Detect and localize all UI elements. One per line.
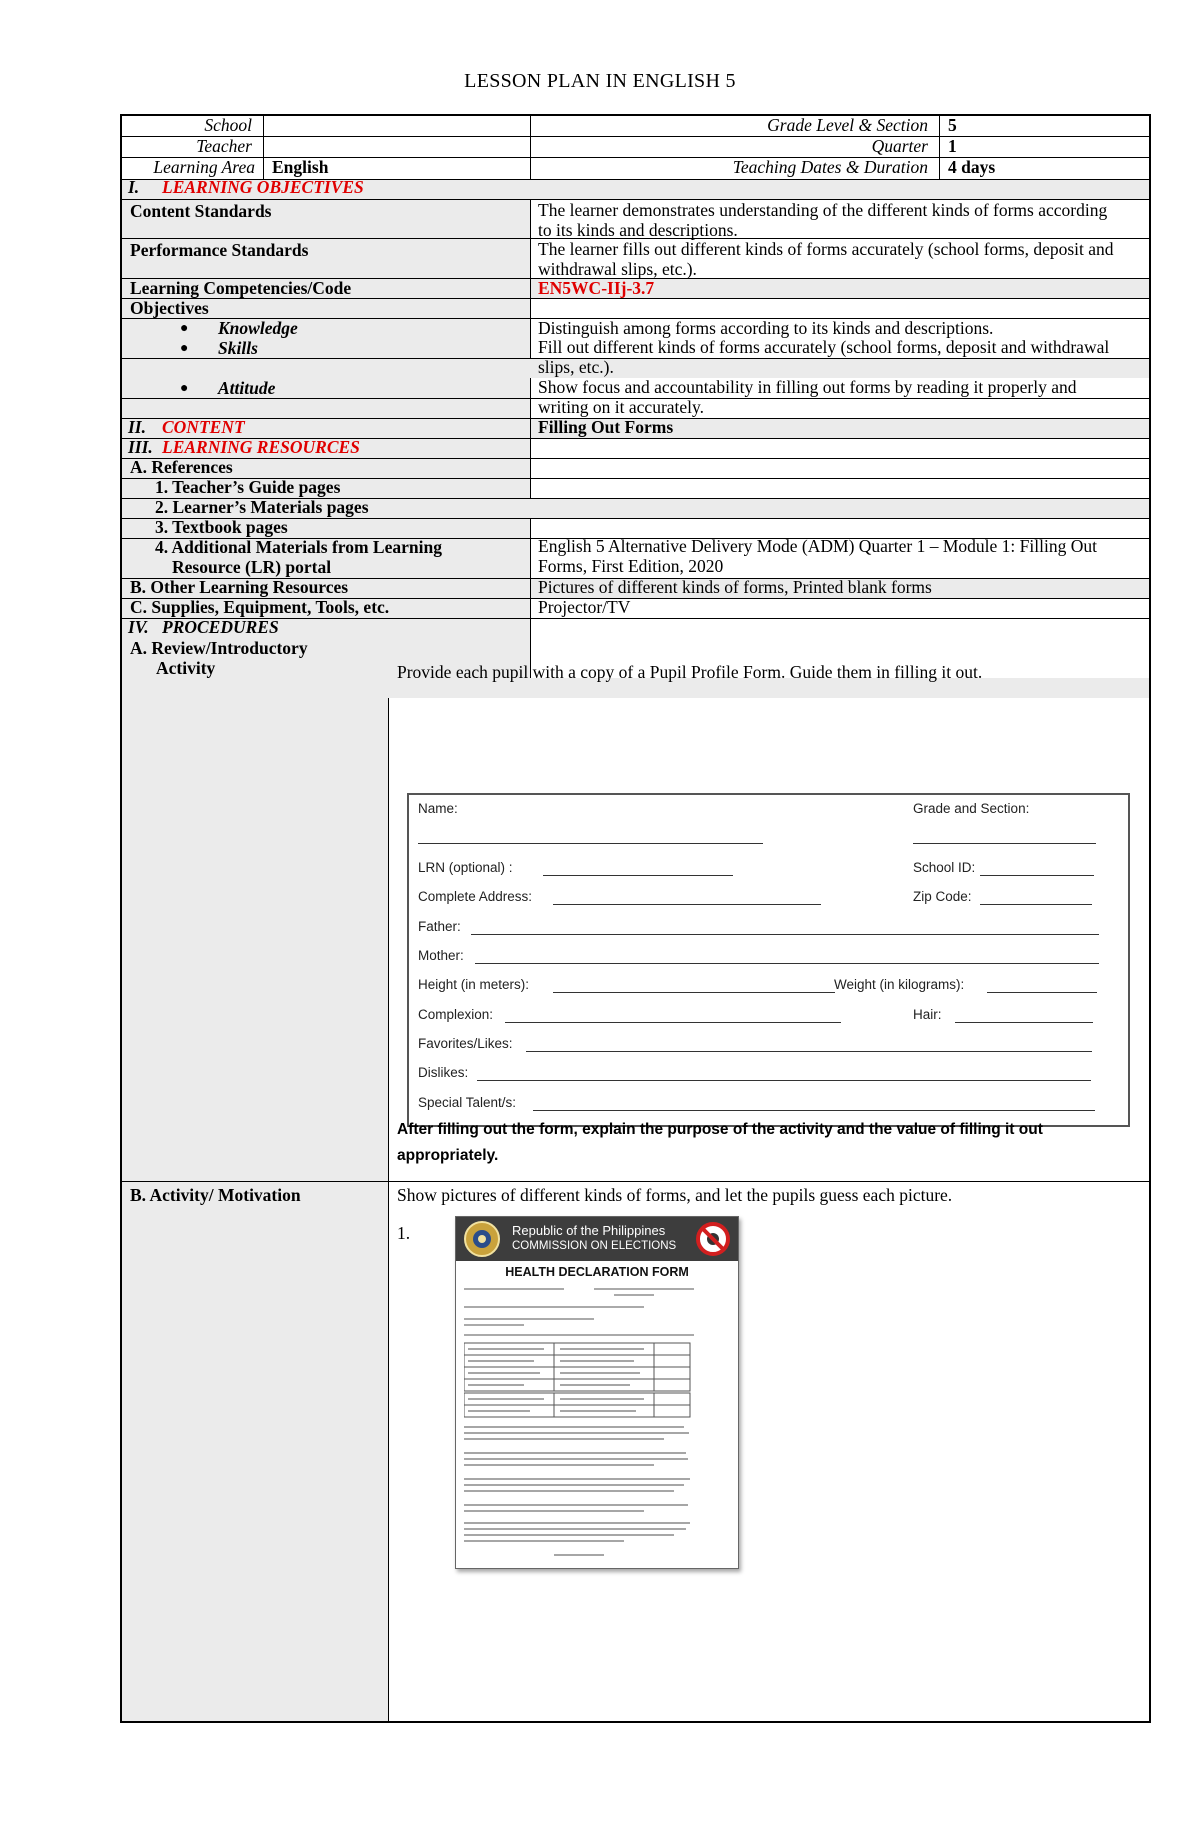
additional-materials-label: 4. Additional Materials from Learning xyxy=(155,537,442,557)
other-resources-value: Pictures of different kinds of forms, Printed blank forms xyxy=(538,577,932,597)
form-weight-label: Weight (in kilograms): xyxy=(834,977,965,992)
review-activity-label: A. Review/Introductory xyxy=(130,638,308,658)
bullet-icon: ● xyxy=(180,341,189,356)
learning-area-label: Learning Area xyxy=(153,157,255,177)
form-lrn-label: LRN (optional) : xyxy=(418,860,513,875)
review-after-note: After filling out the form, explain the purpose of the activity and the value of filling it out appropriately. xyxy=(397,1121,1043,1164)
grade-label: Grade Level & Section xyxy=(767,115,928,135)
form-hair-label: Hair: xyxy=(913,1007,942,1022)
agency-line-2: COMMISSION ON ELECTIONS xyxy=(512,1240,677,1252)
teachers-guide-label: 1. Teacher’s Guide pages xyxy=(155,477,341,497)
supplies-label: C. Supplies, Equipment, Tools, etc. xyxy=(130,597,390,617)
form-name-label: Name: xyxy=(418,801,458,816)
comelec-seal-icon xyxy=(462,1220,502,1258)
knowledge-value: Distinguish among forms according to its kinds and descriptions. xyxy=(538,318,994,338)
learning-area-value: English xyxy=(272,157,329,177)
form-height-label: Height (in meters): xyxy=(418,977,530,992)
section-title-content: CONTENT xyxy=(162,417,245,437)
additional-materials-label-2: Resource (LR) portal xyxy=(172,557,332,577)
objectives-label: Objectives xyxy=(130,298,209,318)
knowledge-label: Knowledge xyxy=(218,318,298,338)
health-form-body xyxy=(464,1283,730,1563)
references-label: A. References xyxy=(130,457,233,477)
content-standards-label: Content Standards xyxy=(130,201,272,221)
attitude-label: Attitude xyxy=(218,378,276,398)
form-grade-label: Grade and Section: xyxy=(913,801,1030,816)
form-dislikes-label: Dislikes: xyxy=(418,1065,469,1080)
section-number: I. xyxy=(128,177,140,197)
bullet-icon: ● xyxy=(180,321,189,336)
review-instruction: Provide each pupil with a copy of a Pupil Profile Form. Guide them in filling it out. xyxy=(397,662,983,682)
section-title-resources: LEARNING RESOURCES xyxy=(162,437,360,457)
form-zip-label: Zip Code: xyxy=(913,889,972,904)
section-number: III. xyxy=(128,437,153,457)
attitude-value: Show focus and accountability in filling out forms by reading it properly and writing on it accurately. xyxy=(538,377,1077,417)
performance-standards-value: The learner fills out different kinds of forms accurately (school forms, deposit and withdrawal slips, etc.). xyxy=(538,239,1114,279)
teacher-label: Teacher xyxy=(196,136,252,156)
skills-value: Fill out different kinds of forms accurately (school forms, deposit and withdrawal slips, etc.). xyxy=(538,337,1110,377)
additional-materials-value: English 5 Alternative Delivery Mode (ADM) Quarter 1 – Module 1: Filling Out Forms, First Edition, 2020 xyxy=(538,536,1097,576)
section-number: II. xyxy=(128,417,146,437)
section-title-objectives: LEARNING OBJECTIVES xyxy=(162,177,364,197)
competencies-code: EN5WC-IIj-3.7 xyxy=(538,278,655,298)
activity-motivation-label: B. Activity/ Motivation xyxy=(130,1185,301,1205)
page-title: LESSON PLAN IN ENGLISH 5 xyxy=(464,70,736,92)
content-standards-value: The learner demonstrates understanding of the different kinds of forms according to its kinds and descriptions. xyxy=(538,200,1108,240)
school-label: School xyxy=(204,115,252,135)
supplies-value: Projector/TV xyxy=(538,597,631,617)
bullet-icon: ● xyxy=(180,381,189,396)
form-talent-label: Special Talent/s: xyxy=(418,1095,517,1110)
row-bg xyxy=(122,698,388,1721)
no-virus-icon xyxy=(694,1221,732,1257)
textbook-pages-label: 3. Textbook pages xyxy=(155,517,288,537)
form-favorites-label: Favorites/Likes: xyxy=(418,1036,513,1051)
performance-standards-label: Performance Standards xyxy=(130,240,309,260)
other-resources-label: B. Other Learning Resources xyxy=(130,577,349,597)
dates-value: 4 days xyxy=(948,157,996,177)
activity-instruction: Show pictures of different kinds of forms, and let the pupils guess each picture. xyxy=(397,1185,953,1205)
form-address-label: Complete Address: xyxy=(418,889,533,904)
learners-materials-label: 2. Learner’s Materials pages xyxy=(155,497,369,517)
section-number: IV. xyxy=(128,617,149,637)
content-value: Filling Out Forms xyxy=(538,417,674,437)
form-school-id-label: School ID: xyxy=(913,860,976,875)
pupil-profile-form xyxy=(407,793,1130,1127)
quarter-value: 1 xyxy=(948,136,957,156)
review-activity-label-2: Activity xyxy=(156,658,216,678)
grade-value: 5 xyxy=(948,115,957,135)
health-declaration-form-image xyxy=(455,1216,739,1569)
dates-label: Teaching Dates & Duration xyxy=(732,157,928,177)
skills-label: Skills xyxy=(218,338,258,358)
competencies-label: Learning Competencies/Code xyxy=(130,278,352,298)
quarter-label: Quarter xyxy=(871,136,928,156)
agency-line-1: Republic of the Philippines xyxy=(512,1223,666,1238)
picture-item-number: 1. xyxy=(397,1223,411,1243)
section-title-procedures: PROCEDURES xyxy=(162,617,279,637)
form-complexion-label: Complexion: xyxy=(418,1007,494,1022)
health-form-title: HEALTH DECLARATION FORM xyxy=(505,1265,689,1279)
form-mother-label: Mother: xyxy=(418,948,464,963)
form-father-label: Father: xyxy=(418,919,461,934)
